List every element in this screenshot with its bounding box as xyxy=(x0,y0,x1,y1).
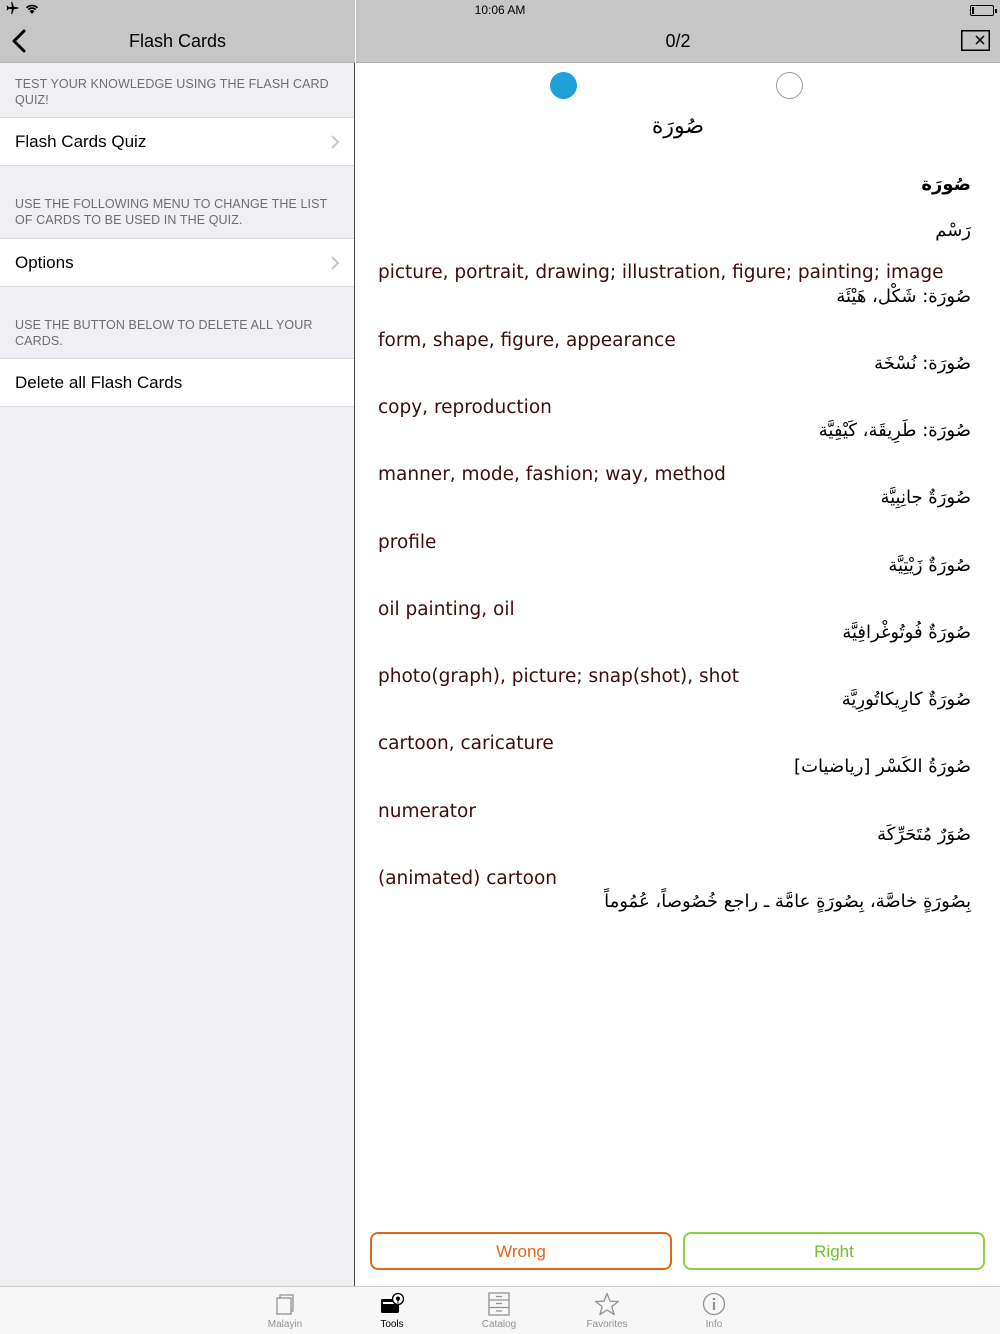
entry-english: manner, mode, fashion; way, method xyxy=(378,464,726,485)
entry-arabic: صُورَةٌ كارِيكاتُورِيَّة xyxy=(841,689,971,710)
entry-english: numerator xyxy=(378,801,476,822)
tab-label: Info xyxy=(705,1319,723,1330)
page-dot-1[interactable] xyxy=(550,72,577,99)
tab-favorites[interactable] xyxy=(567,1290,647,1330)
tab-label: Favorites xyxy=(586,1319,628,1330)
headword: صُورَة xyxy=(651,114,705,139)
chevron-right-icon xyxy=(330,255,340,271)
entry-english: photo(graph), picture; snap(shot), shot xyxy=(378,666,739,687)
section-header-options: USE THE FOLLOWING MENU TO CHANGE THE LIST OF CARDS TO BE USED IN THE QUIZ. xyxy=(15,197,328,227)
entry-arabic: صُورَةٌ زَيْتِيَّة xyxy=(888,555,971,576)
entry-headword: صُورَة xyxy=(921,174,971,195)
battery-icon xyxy=(970,5,994,16)
tab-label: Malayin xyxy=(267,1319,303,1330)
page-dot-2[interactable] xyxy=(776,72,803,99)
flashcard-pane xyxy=(356,0,1000,1286)
flash-cards-quiz-cell[interactable] xyxy=(0,117,354,166)
cell-label: Delete all Flash Cards xyxy=(15,373,183,392)
entry-english: cartoon, caricature xyxy=(378,733,554,754)
options-cell[interactable] xyxy=(0,238,354,287)
chevron-right-icon xyxy=(330,134,340,150)
status-time: 10:06 AM xyxy=(474,3,526,17)
section-header-quiz: TEST YOUR KNOWLEDGE USING THE FLASH CARD QUIZ! xyxy=(15,77,329,107)
page-title: Flash Cards xyxy=(128,31,227,51)
tab-tools[interactable] xyxy=(352,1290,432,1330)
entry-arabic: صُوَرٌ مُتَحَرِّكَة xyxy=(877,824,971,845)
entry-english: (animated) cartoon xyxy=(378,868,557,889)
catalog-icon xyxy=(487,1292,511,1316)
tools-icon xyxy=(379,1292,405,1316)
book-icon xyxy=(273,1292,297,1316)
tab-catalog[interactable] xyxy=(459,1290,539,1330)
entry-arabic: صُورَةٌ جانِبِيَّة xyxy=(880,487,971,508)
right-button[interactable]: Right xyxy=(683,1232,985,1270)
entry-english: picture, portrait, drawing; illustration, figure; painting; image xyxy=(378,262,944,283)
cell-label: Options xyxy=(15,253,74,272)
entry-english: copy, reproduction xyxy=(378,397,552,418)
entry-arabic: صُورَةُ الكَسْر [رياضيات] xyxy=(794,756,971,777)
section-header-delete: USE THE BUTTON BELOW TO DELETE ALL YOUR CARDS. xyxy=(15,318,313,348)
entry-arabic: رَسْم xyxy=(935,220,971,241)
entry-english: profile xyxy=(378,532,437,553)
tab-label: Tools xyxy=(380,1319,404,1330)
wrong-button[interactable]: Wrong xyxy=(370,1232,672,1270)
entry-english: form, shape, figure, appearance xyxy=(378,330,676,351)
tab-info[interactable] xyxy=(674,1290,754,1330)
quiz-progress: 0/2 xyxy=(665,31,691,51)
left-pane xyxy=(0,0,355,1286)
status-bar xyxy=(0,0,1000,20)
entry-arabic: بِصُورَةٍ خاصَّة، بِصُورَةٍ عامَّة ـ راجع خُصُوصاً، عُمُوماً xyxy=(604,891,971,912)
tab-bar xyxy=(0,1286,1000,1334)
entry-english: oil painting, oil xyxy=(378,599,515,620)
entry-arabic: صُورَة: طَرِيقَة، كَيْفِيَّة xyxy=(818,420,971,441)
info-icon xyxy=(702,1292,726,1316)
close-icon[interactable] xyxy=(961,30,990,51)
entry-arabic: صُورَةٌ فُوتُوغْرافِيَّة xyxy=(842,622,971,643)
delete-all-cards-cell[interactable] xyxy=(0,358,354,407)
entry-arabic: صُورَة: نُسْخَة xyxy=(874,353,971,374)
tab-malayin[interactable] xyxy=(245,1290,325,1330)
star-icon xyxy=(594,1292,620,1316)
entry-arabic: صُورَة: شَكْل، هَيْئَة xyxy=(836,286,971,307)
cell-label: Flash Cards Quiz xyxy=(15,132,147,151)
tab-label: Catalog xyxy=(481,1319,517,1330)
